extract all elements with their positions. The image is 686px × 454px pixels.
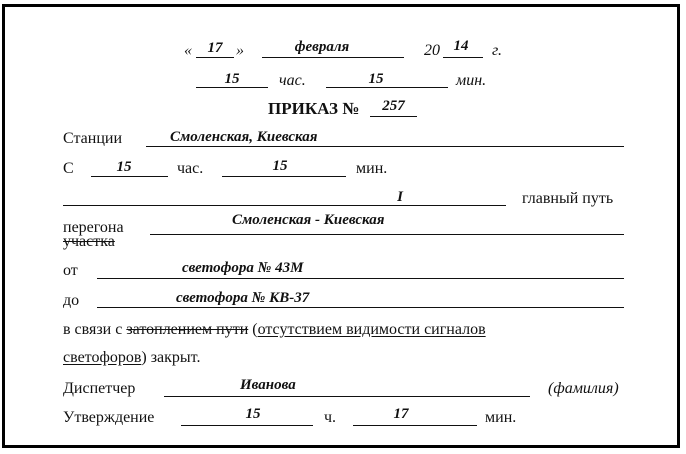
from-value: светофора № 43М: [182, 260, 304, 276]
approval-hours-line: [181, 425, 313, 426]
time-minutes-unit: мин.: [456, 72, 487, 89]
from-time-minutes: 15: [272, 158, 288, 174]
from-time-minutes-line: [222, 176, 346, 177]
reason-line-2: [63, 349, 200, 367]
track-line: [63, 205, 506, 206]
reason-underlined-2: светофоров: [63, 349, 142, 366]
reason-underlined-1: отсутствием видимости сигналов: [257, 321, 486, 338]
from-time-hours-line: [91, 176, 168, 177]
station-value: Смоленская, Киевская: [170, 129, 318, 145]
reason-prefix: в связи с: [63, 321, 123, 338]
date-day: 17: [207, 40, 223, 56]
reason-open-paren: (: [252, 321, 258, 338]
time-minutes: 15: [368, 71, 384, 87]
approval-minutes-unit: мин.: [485, 409, 517, 426]
dispatcher-label: Диспетчер: [63, 380, 136, 397]
section-value: Смоленская - Киевская: [232, 212, 385, 228]
from-label: от: [63, 262, 78, 279]
from-time-hours-unit: час.: [177, 160, 204, 177]
date-year-prefix: 20: [424, 42, 440, 59]
to-label: до: [63, 292, 80, 309]
station-label: Станции: [63, 130, 122, 147]
approval-hours: 15: [245, 406, 261, 422]
section-label: перегона: [63, 219, 124, 236]
date-close-quote: »: [236, 42, 244, 59]
from-time-minutes-unit: мин.: [356, 160, 388, 177]
date-year-line: [443, 57, 483, 58]
time-hours: 15: [224, 71, 240, 87]
time-hours-line: [196, 87, 268, 88]
reason-line-1: [63, 321, 486, 339]
from-time-prefix: С: [63, 160, 74, 177]
date-year-unit: г.: [492, 42, 503, 59]
section-struck-label: участка: [63, 233, 115, 250]
time-hours-unit: час.: [279, 72, 306, 89]
dispatcher-hint: (фамилия): [548, 380, 619, 397]
dispatcher-value: Иванова: [240, 377, 296, 393]
approval-hours-unit: ч.: [324, 409, 337, 426]
date-month: февраля: [294, 39, 350, 55]
reason-struck-text: затоплением пути: [126, 321, 249, 338]
order-title: ПРИКАЗ №: [268, 99, 360, 118]
approval-label: Утверждение: [63, 409, 155, 426]
from-line: [97, 278, 624, 279]
date-day-line: [196, 57, 234, 58]
from-time-hours: 15: [116, 159, 132, 175]
to-value: светофора № КВ-37: [176, 290, 310, 306]
dispatcher-line: [164, 396, 530, 397]
date-month-line: [262, 57, 404, 58]
section-line: [150, 234, 624, 235]
date-year-suffix: 14: [453, 38, 469, 54]
date-open-quote: «: [184, 42, 192, 59]
approval-minutes-line: [353, 425, 477, 426]
track-value: I: [397, 189, 403, 205]
track-suffix: главный путь: [522, 190, 614, 207]
approval-minutes: 17: [393, 406, 409, 422]
reason-close-text: ) закрыт.: [141, 349, 201, 366]
order-number-line: [370, 116, 417, 117]
to-line: [97, 307, 624, 308]
station-line: [146, 146, 624, 147]
order-number: 257: [382, 98, 405, 114]
time-minutes-line: [326, 87, 448, 88]
